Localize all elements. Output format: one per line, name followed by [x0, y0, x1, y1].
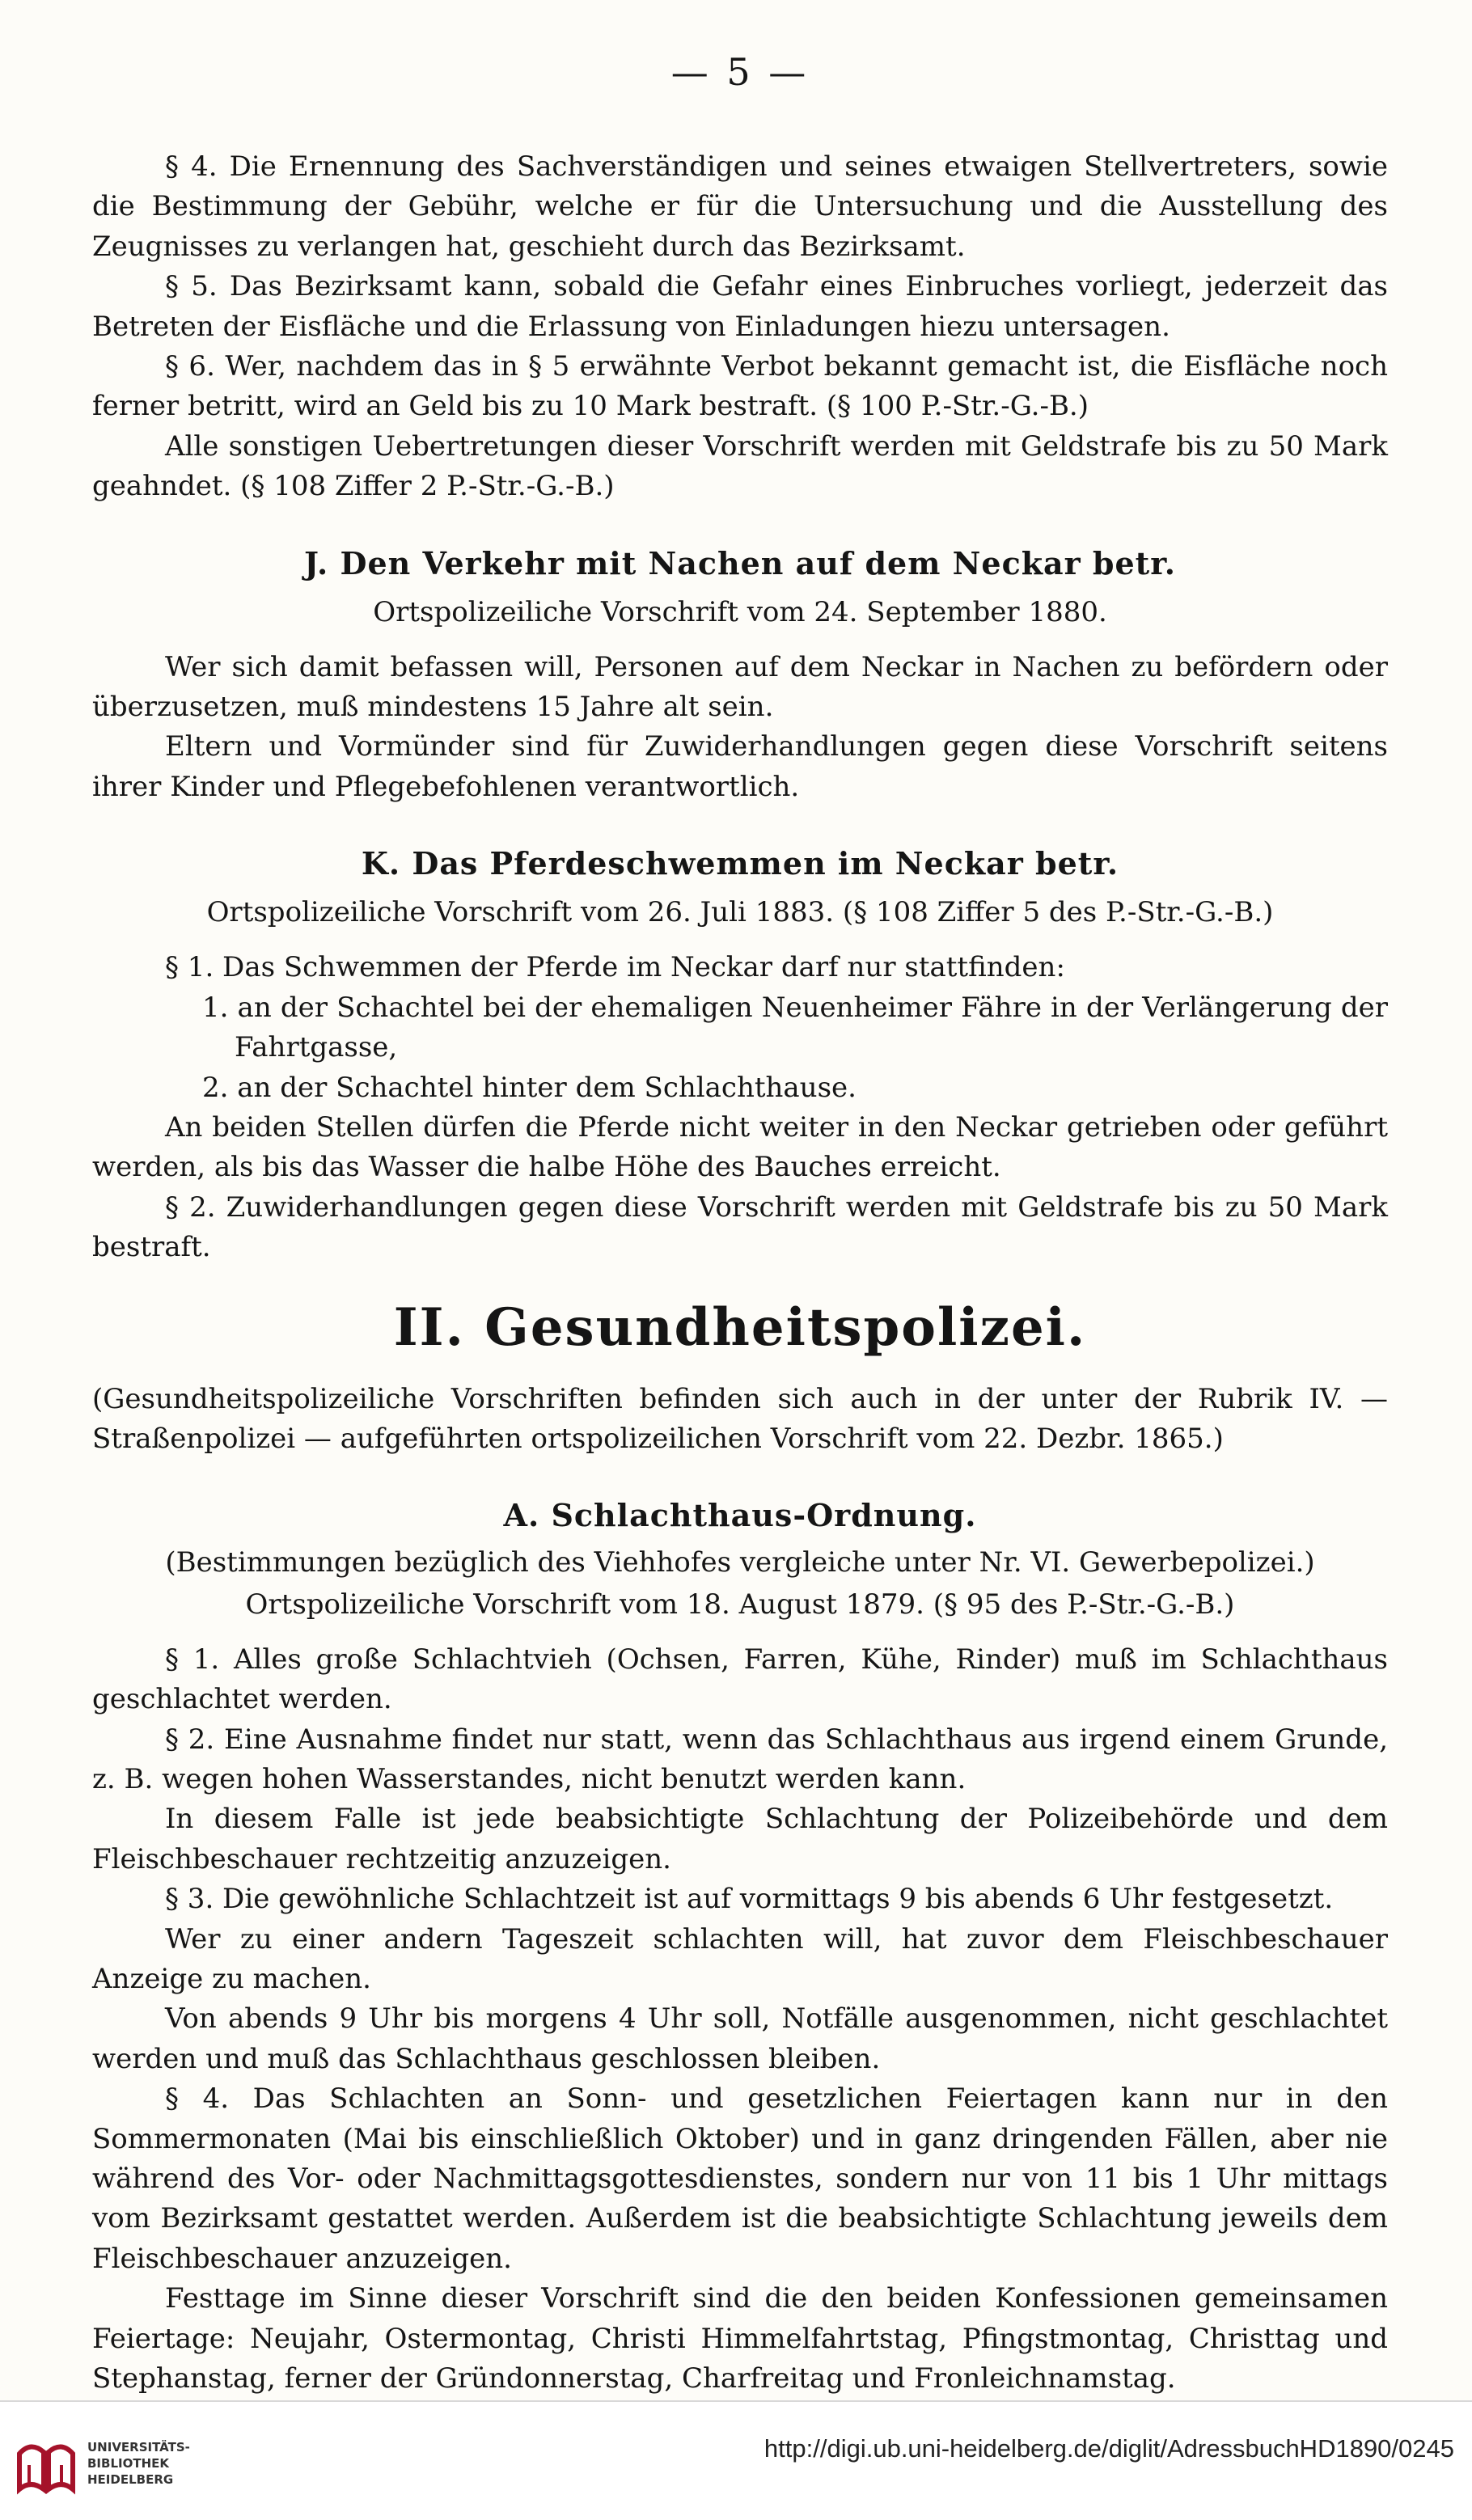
paragraph-s6-verbot: § 6. Wer, nachdem das in § 5 erwähnte Verbot bekannt gemacht ist, die Eisfläche noch ferner betritt, wird an Geld bis zu 10 Mark bestraft. (§ 100 P.-Str.-G.-B.)	[92, 350, 1388, 423]
library-name-line: BIBLIOTHEK	[87, 2456, 169, 2471]
paragraph-uebertretungen: Alle sonstigen Uebertretungen dieser Vorschrift werden mit Geldstrafe bis zu 50 Mark geahndet. (§ 108 Ziffer 2 P.-Str.-G.-B.)	[92, 429, 1388, 503]
university-library-logo-icon	[11, 2433, 81, 2499]
list-item: 1. an der Schachtel bei der ehemaligen Neuenheimer Fähre in der Verlängerung der Fahrtgasse,	[202, 991, 1388, 1064]
paragraph-a-festtage: Festtage im Sinne dieser Vorschrift sind die den beiden Konfessionen gemeinsamen Feiertage: Neujahr, Ostermontag, Christi Himmelfahrtstag, Pfingstmontag, Christtag und Stephanstag, ferner der Gründonnerstag, Charfreitag und Fronleichnamstag.	[92, 2282, 1388, 2395]
section-a-subheading: Ortspolizeiliche Vorschrift vom 18. August 1879. (§ 95 des P.-Str.-G.-B.)	[245, 1588, 1235, 1621]
paragraph-a-s1: § 1. Alles große Schlachtvieh (Ochsen, Farren, Kühe, Rinder) muß im Schlachthaus geschlachtet werden.	[92, 1643, 1388, 1716]
page-number: — 5 —	[670, 50, 810, 94]
section-j-heading: J. Den Verkehr mit Nachen auf dem Neckar betr.	[304, 544, 1176, 581]
library-name	[87, 2439, 190, 2488]
section-ii-heading: II. Gesundheitspolizei.	[393, 1296, 1087, 1358]
library-name-line: HEIDELBERG	[87, 2472, 174, 2487]
paragraph-k-s1: § 1. Das Schwemmen der Pferde im Neckar darf nur stattfinden:	[165, 951, 1065, 984]
paragraph-j-personen: Wer sich damit befassen will, Personen auf dem Neckar in Nachen zu befördern oder überzusetzen, muß mindestens 15 Jahre alt sein.	[92, 650, 1388, 724]
paragraph-a-tageszeit: Wer zu einer andern Tageszeit schlachten will, hat zuvor dem Fleischbeschauer Anzeige zu machen.	[92, 1922, 1388, 1995]
section-a-heading: A. Schlachthaus-Ordnung.	[503, 1497, 977, 1534]
paragraph-s5-bezirksamt: § 5. Das Bezirksamt kann, sobald die Gefahr eines Einbruches vorliegt, jederzeit das Betreten der Eisfläche und die Erlassung von Einladungen hiezu untersagen.	[92, 270, 1388, 343]
paragraph-a-s3: § 3. Die gewöhnliche Schlachtzeit ist auf vormittags 9 bis abends 6 Uhr festgesetzt.	[165, 1883, 1334, 1916]
list-item: 2. an der Schachtel hinter dem Schlachthause.	[202, 1071, 857, 1104]
paragraph-a-s2: § 2. Eine Ausnahme findet nur statt, wenn das Schlachthaus aus irgend einem Grunde, z. B. wegen hohen Wasserstandes, nicht benutzt werden kann.	[92, 1723, 1388, 1795]
section-ii-intro: (Gesundheitspolizeiliche Vorschriften befinden sich auch in der unter der Rubrik IV. — Straßenpolizei — aufgeführten ortspolizeilichen Vorschrift vom 22. Dezbr. 1865.)	[92, 1382, 1388, 1455]
footer-bar	[0, 2400, 1472, 2520]
library-name-line: UNIVERSITÄTS-	[87, 2440, 190, 2454]
paragraph-j-eltern: Eltern und Vormünder sind für Zuwiderhandlungen gegen diese Vorschrift seitens ihrer Kinder und Pflegebefohlenen verantwortlich.	[92, 730, 1388, 803]
paragraph-a-s4: § 4. Das Schlachten an Sonn- und gesetzlichen Feiertagen kann nur in den Sommermonaten (Mai bis einschließlich Oktober) und in ganz dringenden Fällen, aber nie während des Vor- oder Nachmittagsgottesdienstes, sondern nur von 11 bis 1 Uhr mittags vom Bezirksamt gestattet werden. Außerdem ist die beabsichtigte Schlachtung jeweils dem Fleischbeschauer anzuzeigen.	[92, 2082, 1388, 2275]
paragraph-k-stellen: An beiden Stellen dürfen die Pferde nicht weiter in den Neckar getrieben oder geführt werden, als bis das Wasser die halbe Höhe des Bauches erreicht.	[92, 1110, 1388, 1184]
paragraph-s4-ernennung: § 4. Die Ernennung des Sachverständigen und seines etwaigen Stellvertreters, sowie die Bestimmung der Gebühr, welche er für die Untersuchung und die Ausstellung des Zeugnisses zu verlangen hat, geschieht durch das Bezirksamt.	[92, 150, 1388, 263]
document-page	[92, 50, 1388, 2399]
section-k-heading: K. Das Pferdeschwemmen im Neckar betr.	[361, 845, 1119, 882]
section-k-subheading: Ortspolizeiliche Vorschrift vom 26. Juli 1883. (§ 108 Ziffer 5 des P.-Str.-G.-B.)	[206, 896, 1274, 929]
paragraph-a-abends: Von abends 9 Uhr bis morgens 4 Uhr soll, Notfälle ausgenommen, nicht geschlachtet werden und muß das Schlachthaus geschlossen bleiben.	[92, 2002, 1388, 2075]
source-url-link[interactable]: http://digi.ub.uni-heidelberg.de/diglit/AdressbuchHD1890/0245	[763, 2434, 1454, 2463]
paragraph-a-falle: In diesem Falle ist jede beabsichtigte Schlachtung der Polizeibehörde und dem Fleischbeschauer rechtzeitig anzuzeigen.	[92, 1803, 1388, 1875]
section-a-note: (Bestimmungen bezüglich des Viehhofes vergleiche unter Nr. VI. Gewerbepolizei.)	[165, 1546, 1315, 1579]
section-j-subheading: Ortspolizeiliche Vorschrift vom 24. September 1880.	[373, 595, 1107, 628]
paragraph-k-s2: § 2. Zuwiderhandlungen gegen diese Vorschrift werden mit Geldstrafe bis zu 50 Mark bestraft.	[92, 1190, 1388, 1264]
